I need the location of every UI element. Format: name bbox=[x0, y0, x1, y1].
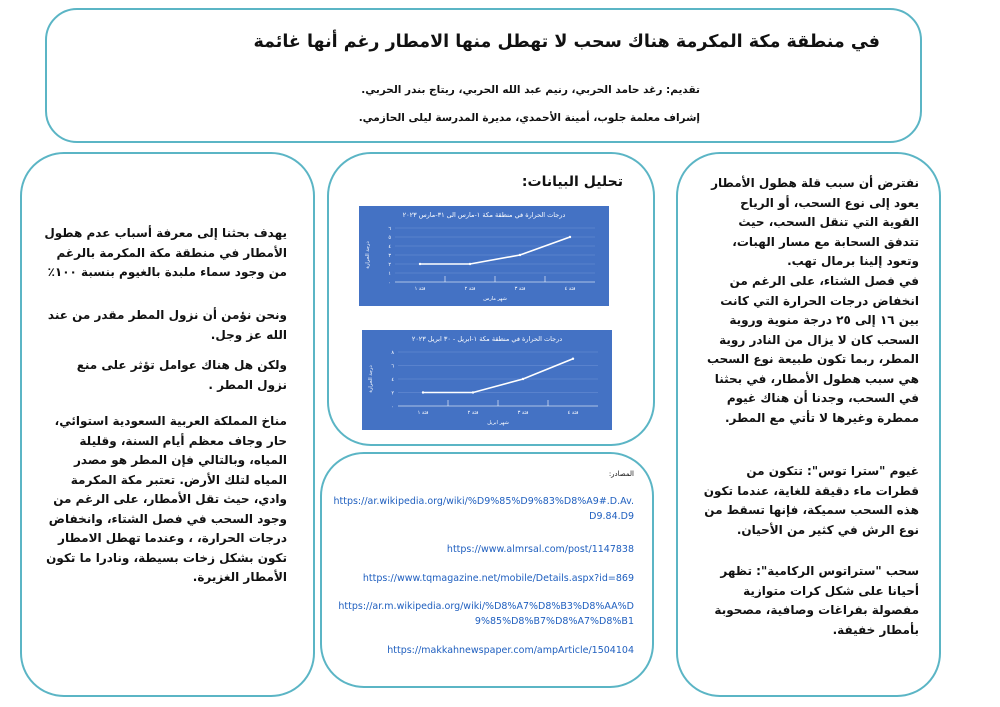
source-link-5[interactable]: https://makkahnewspaper.com/ampArticle/1504104 bbox=[387, 645, 634, 656]
y-tick-label: ٠ bbox=[391, 404, 394, 410]
x-tick-label: فئة ٢ bbox=[467, 410, 479, 416]
x-tick-label: فئة ٤ bbox=[567, 410, 579, 416]
series-line bbox=[420, 237, 570, 264]
x-tick-label: فئة ١ bbox=[417, 410, 429, 416]
data-point bbox=[519, 254, 521, 256]
data-point bbox=[419, 263, 421, 265]
y-tick-label: ٤ bbox=[388, 244, 391, 250]
y-axis-label: درجة الحرارة bbox=[368, 365, 374, 393]
source-link-4[interactable]: https://ar.m.wikipedia.org/wiki/%D8%A7%D8%B3%D8%AA%D9%85%D8%B7%D8%A7%D8%B1 bbox=[338, 601, 634, 627]
y-tick-label: ٣ bbox=[388, 253, 391, 259]
objective-column bbox=[20, 152, 315, 697]
april-chart-svg bbox=[362, 330, 612, 430]
y-tick-label: ٢ bbox=[391, 390, 394, 397]
source-link-1[interactable]: https://ar.wikipedia.org/wiki/%D9%85%D9%83%D8%A9#.D.Av.D9.84.D9 bbox=[333, 496, 634, 522]
x-tick-label: فئة ٢ bbox=[464, 286, 476, 292]
source-link-3[interactable]: https://www.tqmagazine.net/mobile/Details.aspx?id=869 bbox=[362, 573, 634, 584]
hypothesis-column bbox=[676, 152, 941, 697]
chart-title: درجات الحرارة في منطقة مكة ١-مارس الى ٣١-مارس ٢٠٢٣ bbox=[402, 211, 566, 219]
data-analysis-title: تحليل البيانات: bbox=[521, 174, 623, 190]
stratocumulus-paragraph: سحب "ستراتوس الركامية": تظهر أحيانا على شكل كرات متوازية مفصولة بفراغات وصافية، مصحوبة بأمطار خفيفة. bbox=[714, 564, 919, 637]
x-tick-label: فئة ١ bbox=[414, 286, 426, 292]
data-point bbox=[569, 236, 571, 238]
data-point bbox=[469, 263, 471, 265]
data-analysis-column bbox=[327, 152, 655, 446]
data-point bbox=[522, 378, 524, 380]
x-axis-label: شهر ابريل bbox=[487, 420, 509, 426]
winter-paragraph: في فصل الشتاء، على الرغم من انخفاض درجات الحرارة التي كانت بين ١٦ إلى ٢٥ درجة منوية وروية السحب كان لا يزال من النادر روية المطر، ربما تكون طبيعة نوع السحب هي سبب هطول الأمطار، في بحثنا في السحب، وجدنا أن هناك غيوم ممطرة وغيرها لا تأتي مع المطر. bbox=[706, 274, 919, 425]
question-paragraph: ولكن هل هناك عوامل تؤثر على منع نزول المطر . bbox=[76, 358, 287, 392]
stratus-paragraph: غيوم "سترا توس": تتكون من قطرات ماء دقيقة للغاية، عندما تكون هذه السحب سميكة، فإنها تسقط من نوع الرش في كثير من الأحيان. bbox=[703, 464, 919, 537]
belief-paragraph: ونحن نؤمن أن نزول المطر مقدر من عند الله عز وجل. bbox=[47, 308, 287, 342]
hypothesis-paragraph: نفترض أن سبب قلة هطول الأمطار يعود إلى نوع السحب، أو الرياح القوية التي تنقل السحب، حيث تتدفق السحابة مع مسار الهبات، وتعود إلينا برمال تهب. bbox=[711, 176, 919, 268]
source-link-2[interactable]: https://www.almrsal.com/post/1147838 bbox=[446, 544, 634, 555]
x-tick-label: فئة ٤ bbox=[564, 286, 576, 292]
y-tick-label: ٤ bbox=[391, 377, 394, 383]
march-chart-svg bbox=[359, 206, 609, 306]
objective-paragraph: يهدف بحثنا إلى معرفة أسباب عدم هطول الأمطار في منطقة مكة المكرمة بالرغم من وجود سماء ملبدة بالغيوم بنسبة ١٠٠٪ bbox=[44, 226, 287, 279]
march-temperature-chart bbox=[359, 206, 609, 306]
y-tick-label: ٢ bbox=[388, 262, 391, 268]
x-tick-label: فئة ٣ bbox=[514, 286, 526, 292]
x-tick-label: فئة ٣ bbox=[517, 410, 529, 416]
x-axis-label: شهر مارس bbox=[483, 296, 507, 302]
y-tick-label: ٥ bbox=[388, 235, 391, 241]
y-tick-label: ٦ bbox=[391, 363, 394, 370]
y-tick-label: ٠ bbox=[388, 280, 391, 286]
series-line bbox=[423, 359, 573, 393]
data-point bbox=[422, 391, 424, 393]
presenters-line: تقديم: رغد حامد الحربي، رنيم عبد الله الحربي، ريتاج بندر الحربي. bbox=[361, 84, 700, 96]
sources-label: المصادر: bbox=[608, 470, 634, 478]
climate-paragraph: مناخ المملكة العربية السعودية استوائي، حار وجاف معظم أيام السنة، وقليلة المياه، وبالتالي فإن المطر هو مصدر المياه لتلك الأرض. تعتبر مكة المكرمة وادي، حيث تقل الأمطار، على الرغم من وجود السحب في فصل الشتاء، وانخفاض درجات الحرارة، ، وعندما تهطل الامطار تكون بشكل زخات بسيطة، ونادرا ما تكون الأمطار الغزيرة. bbox=[46, 414, 287, 584]
chart-title: درجات الحرارة في منطقة مكة ١-ابريل - ٣٠ ابريل ٢٠٢٣ bbox=[411, 335, 563, 343]
april-temperature-chart bbox=[362, 330, 612, 430]
y-tick-label: ٦ bbox=[388, 226, 391, 232]
y-axis-label: درجة الحرارة bbox=[365, 241, 371, 269]
poster-title: في منطقة مكة المكرمة هناك سحب لا تهطل منها الامطار رغم أنها غائمة bbox=[253, 32, 880, 52]
data-point bbox=[572, 358, 574, 360]
header-box bbox=[45, 8, 922, 143]
data-point bbox=[472, 391, 474, 393]
supervision-line: إشراف معلمة جلوب، أمينة الأحمدي، مديرة المدرسة ليلى الحازمي. bbox=[358, 112, 700, 124]
sources-box bbox=[320, 452, 654, 688]
y-tick-label: ٨ bbox=[391, 350, 394, 356]
y-tick-label: ١ bbox=[388, 271, 391, 277]
